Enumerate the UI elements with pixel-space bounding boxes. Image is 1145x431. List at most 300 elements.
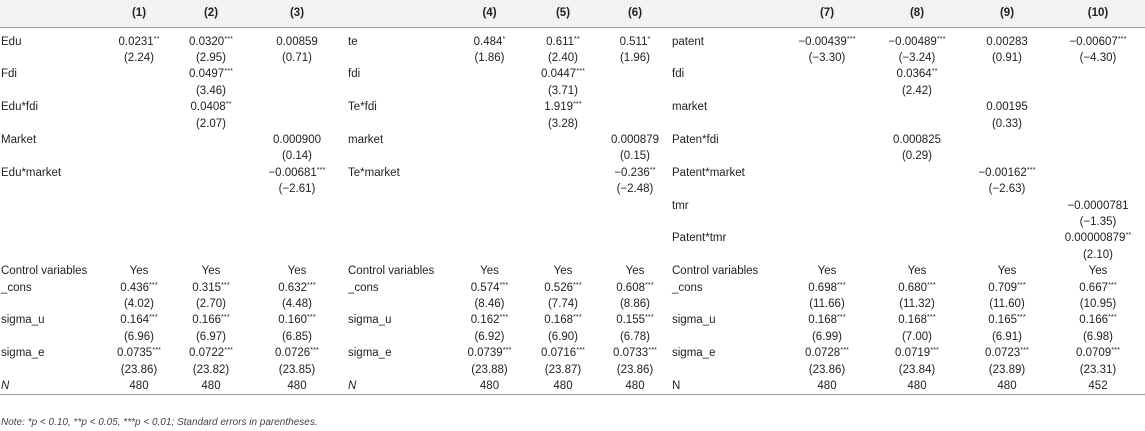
coefficient bbox=[527, 99, 599, 115]
coefficient bbox=[247, 345, 347, 361]
coefficient-cell bbox=[527, 230, 599, 263]
coefficient bbox=[599, 345, 671, 361]
table-row bbox=[0, 132, 1145, 165]
coefficient-value: 0.436 bbox=[120, 281, 149, 294]
coefficient-cell bbox=[527, 34, 599, 67]
coefficient-value: 0.00283 bbox=[986, 35, 1028, 48]
standard-error: (2.42) bbox=[901, 84, 933, 97]
coefficient bbox=[599, 34, 671, 50]
coefficient-cell bbox=[871, 230, 963, 263]
coefficient-value: 0.165 bbox=[988, 314, 1017, 327]
standard-error: (−2.61) bbox=[278, 183, 316, 196]
coefficient-cell bbox=[783, 280, 871, 313]
coefficient bbox=[247, 34, 347, 50]
standard-error: (2.95) bbox=[195, 51, 227, 64]
significance-stars: *** bbox=[930, 345, 939, 355]
coefficient-cell bbox=[247, 230, 347, 263]
coefficient-value: 0.000825 bbox=[893, 133, 941, 146]
value-cell: 480 bbox=[599, 378, 671, 395]
value-cell: 480 bbox=[963, 378, 1051, 395]
coefficient-cell bbox=[103, 230, 175, 263]
coefficient-value: 0.0728 bbox=[805, 347, 841, 360]
significance-stars: ** bbox=[931, 66, 938, 76]
coefficient-value: 0.166 bbox=[192, 314, 221, 327]
coefficient bbox=[871, 345, 963, 361]
coefficient-cell bbox=[527, 165, 599, 198]
coefficient bbox=[871, 280, 963, 296]
coefficient-value: 0.484 bbox=[473, 35, 503, 48]
coefficient-cell bbox=[527, 132, 599, 165]
significance-stars: *** bbox=[499, 279, 509, 289]
coefficient bbox=[1051, 345, 1145, 361]
coefficient-cell bbox=[963, 230, 1051, 263]
significance-stars: *** bbox=[645, 312, 654, 322]
standard-error: (11.32) bbox=[899, 298, 935, 310]
significance-stars: *** bbox=[1108, 312, 1117, 322]
standard-error: (0.29) bbox=[901, 150, 933, 163]
coefficient bbox=[527, 34, 599, 50]
coefficient-cell bbox=[247, 66, 347, 99]
coefficient bbox=[963, 312, 1051, 328]
coefficient-cell bbox=[103, 280, 175, 313]
table-note: Note: *p < 0.10, **p < 0.05, ***p < 0.01; Standard errors in parentheses. bbox=[1, 417, 318, 428]
value-cell: Yes bbox=[1088, 265, 1108, 278]
coefficient-cell bbox=[247, 345, 347, 378]
significance-stars: *** bbox=[1017, 279, 1026, 289]
significance-stars: *** bbox=[1108, 279, 1117, 289]
standard-error: (6.92) bbox=[474, 330, 505, 343]
coefficient-cell bbox=[1051, 165, 1145, 198]
coefficient-cell bbox=[871, 280, 963, 313]
value-cell: Yes bbox=[201, 265, 221, 278]
standard-error: (0.15) bbox=[619, 150, 651, 163]
significance-stars: *** bbox=[310, 345, 319, 355]
value-cell: Yes bbox=[997, 265, 1017, 278]
coefficient-value: −0.00607 bbox=[1069, 35, 1118, 48]
row-label: N bbox=[347, 378, 452, 395]
row-label: sigma_e bbox=[1, 347, 45, 360]
coefficient bbox=[175, 345, 247, 361]
standard-error: (6.98) bbox=[1082, 330, 1114, 343]
significance-stars: *** bbox=[936, 33, 946, 43]
coefficient bbox=[783, 312, 871, 328]
coefficient-cell bbox=[527, 198, 599, 231]
coefficient-value: 0.0733 bbox=[613, 347, 649, 360]
standard-error: (2.40) bbox=[547, 51, 579, 64]
coefficient bbox=[1051, 312, 1145, 328]
row-label: fdi bbox=[348, 68, 361, 81]
coefficient bbox=[963, 345, 1051, 361]
coefficient-cell bbox=[1051, 198, 1145, 231]
column-header: (7) bbox=[783, 0, 871, 27]
row-label: Paten*fdi bbox=[672, 133, 719, 146]
coefficient-value: 0.608 bbox=[616, 281, 645, 294]
coefficient-value: 0.155 bbox=[616, 314, 645, 327]
value-cell: 480 bbox=[247, 378, 347, 395]
coefficient-cell bbox=[103, 312, 175, 345]
coefficient bbox=[783, 345, 871, 361]
coefficient-cell bbox=[103, 165, 175, 198]
standard-error: (−2.48) bbox=[616, 183, 654, 196]
row-label bbox=[0, 198, 103, 231]
coefficient-value: 0.168 bbox=[544, 314, 573, 327]
coefficient-value: 0.511 bbox=[619, 35, 648, 48]
coefficient-cell bbox=[871, 99, 963, 132]
coefficient bbox=[527, 66, 599, 82]
coefficient-value: 0.680 bbox=[898, 281, 927, 294]
table-row bbox=[0, 345, 1145, 378]
standard-error: (0.14) bbox=[281, 150, 313, 163]
standard-error: (6.97) bbox=[195, 330, 227, 343]
value-cell: 480 bbox=[452, 378, 527, 395]
coefficient-value: 0.315 bbox=[192, 281, 221, 294]
standard-error: (23.86) bbox=[616, 363, 654, 376]
significance-stars: *** bbox=[224, 66, 233, 76]
standard-error: (23.82) bbox=[192, 363, 230, 376]
coefficient-cell bbox=[963, 345, 1051, 378]
row-label: Control variables bbox=[672, 265, 759, 278]
standard-error: (4.02) bbox=[123, 298, 155, 310]
coefficient-value: −0.236 bbox=[614, 166, 650, 179]
column-header: (6) bbox=[599, 0, 671, 27]
coefficient bbox=[103, 345, 175, 361]
standard-error: (3.46) bbox=[195, 84, 227, 97]
coefficient-cell bbox=[783, 34, 871, 67]
coefficient-cell bbox=[452, 132, 527, 165]
column-header: (9) bbox=[963, 0, 1051, 27]
value-cell: Yes bbox=[129, 265, 149, 278]
coefficient-cell bbox=[175, 165, 247, 198]
coefficient bbox=[1051, 280, 1145, 296]
coefficient bbox=[247, 165, 347, 181]
coefficient bbox=[175, 99, 247, 115]
row-label: Edu*fdi bbox=[1, 101, 39, 114]
coefficient-value: 0.168 bbox=[898, 314, 927, 327]
coefficient-cell bbox=[963, 312, 1051, 345]
significance-stars: *** bbox=[573, 312, 582, 322]
coefficient-value: 0.0709 bbox=[1076, 347, 1112, 360]
coefficient-cell bbox=[175, 345, 247, 378]
coefficient-cell bbox=[247, 165, 347, 198]
coefficient-value: 0.168 bbox=[808, 314, 837, 327]
table-row bbox=[0, 280, 1145, 313]
table-row bbox=[0, 312, 1145, 345]
significance-stars: * bbox=[647, 33, 651, 43]
row-label bbox=[0, 230, 103, 263]
coefficient-value: 0.160 bbox=[278, 314, 307, 327]
coefficient-cell bbox=[175, 280, 247, 313]
coefficient bbox=[527, 312, 599, 328]
coefficient-cell bbox=[871, 198, 963, 231]
significance-stars: *** bbox=[927, 312, 936, 322]
standard-error: (23.88) bbox=[471, 363, 508, 376]
coefficient bbox=[103, 312, 175, 328]
significance-stars: *** bbox=[576, 66, 585, 76]
coefficient-cell bbox=[599, 198, 671, 231]
coefficient-value: 0.0231 bbox=[118, 35, 154, 48]
row-label: patent bbox=[672, 35, 704, 48]
value-cell: Yes bbox=[553, 265, 573, 278]
coefficient-cell bbox=[963, 132, 1051, 165]
coefficient bbox=[963, 34, 1051, 50]
standard-error: (6.78) bbox=[619, 330, 651, 343]
coefficient bbox=[175, 280, 247, 296]
value-cell: Yes bbox=[907, 265, 927, 278]
standard-error: (−2.63) bbox=[988, 183, 1026, 196]
coefficient bbox=[599, 280, 671, 296]
coefficient bbox=[963, 165, 1051, 181]
coefficient bbox=[452, 312, 527, 328]
coefficient-value: 0.0726 bbox=[275, 347, 311, 360]
coefficient bbox=[871, 34, 963, 50]
coefficient-value: 0.0719 bbox=[895, 347, 931, 360]
coefficient bbox=[247, 312, 347, 328]
row-label: Patent*market bbox=[672, 166, 745, 179]
table-row bbox=[0, 263, 1145, 279]
coefficient bbox=[175, 66, 247, 82]
significance-stars: *** bbox=[927, 279, 936, 289]
coefficient-cell bbox=[871, 34, 963, 67]
significance-stars: *** bbox=[152, 345, 161, 355]
coefficient-cell bbox=[452, 66, 527, 99]
row-label bbox=[347, 230, 452, 263]
standard-error: (23.89) bbox=[988, 363, 1026, 376]
coefficient bbox=[527, 280, 599, 296]
column-header: (4) bbox=[452, 0, 527, 27]
coefficient-cell bbox=[783, 99, 871, 132]
standard-error: (4.48) bbox=[281, 298, 313, 310]
significance-stars: ** bbox=[574, 33, 580, 43]
coefficient-cell bbox=[175, 132, 247, 165]
coefficient-value: −0.00681 bbox=[268, 166, 317, 179]
significance-stars: ** bbox=[225, 99, 232, 109]
coefficient bbox=[963, 280, 1051, 296]
coefficient-value: 0.162 bbox=[470, 314, 500, 327]
standard-error: (7.74) bbox=[547, 298, 579, 310]
coefficient bbox=[871, 66, 963, 82]
standard-error: (11.60) bbox=[989, 298, 1025, 310]
coefficient-cell bbox=[103, 99, 175, 132]
coefficient-cell bbox=[1051, 230, 1145, 263]
coefficient-cell bbox=[103, 345, 175, 378]
row-label: Patent*tmr bbox=[672, 232, 727, 245]
standard-error: (2.10) bbox=[1082, 248, 1114, 261]
row-label bbox=[347, 198, 452, 231]
coefficient bbox=[783, 280, 871, 296]
table-row bbox=[0, 230, 1145, 263]
row-label: Control variables bbox=[1, 265, 88, 278]
coefficient-cell bbox=[783, 66, 871, 99]
standard-error: (7.00) bbox=[901, 330, 933, 343]
significance-stars: * bbox=[502, 33, 506, 43]
standard-error: (1.96) bbox=[619, 51, 651, 64]
coefficient-cell bbox=[599, 345, 671, 378]
coefficient-cell bbox=[783, 165, 871, 198]
coefficient-value: 0.611 bbox=[546, 35, 575, 48]
coefficient bbox=[871, 132, 963, 148]
row-label: sigma_e bbox=[348, 347, 392, 360]
coefficient-cell bbox=[175, 34, 247, 67]
coefficient-cell bbox=[452, 312, 527, 345]
coefficient bbox=[1051, 34, 1145, 50]
coefficient-cell bbox=[963, 66, 1051, 99]
coefficient-cell bbox=[103, 34, 175, 67]
coefficient-cell bbox=[963, 99, 1051, 132]
coefficient-value: 0.00000879 bbox=[1064, 232, 1126, 245]
significance-stars: *** bbox=[1026, 164, 1036, 174]
standard-error: (6.99) bbox=[811, 330, 843, 343]
coefficient-cell bbox=[963, 165, 1051, 198]
row-label: Market bbox=[1, 133, 37, 146]
coefficient-cell bbox=[1051, 132, 1145, 165]
row-label: Te*fdi bbox=[348, 101, 377, 114]
significance-stars: ** bbox=[649, 164, 656, 174]
coefficient-value: 0.709 bbox=[988, 281, 1017, 294]
significance-stars: *** bbox=[307, 279, 316, 289]
coefficient-cell bbox=[1051, 312, 1145, 345]
table-row bbox=[0, 378, 1145, 395]
standard-error: (6.91) bbox=[991, 330, 1023, 343]
coefficient-value: 0.0408 bbox=[190, 101, 226, 114]
coefficient-cell bbox=[599, 132, 671, 165]
significance-stars: *** bbox=[573, 99, 582, 109]
coefficient-cell bbox=[175, 198, 247, 231]
significance-stars: *** bbox=[1017, 312, 1026, 322]
row-label: sigma_u bbox=[1, 314, 45, 327]
coefficient bbox=[599, 132, 671, 148]
coefficient bbox=[175, 34, 247, 50]
value-cell: Yes bbox=[480, 265, 499, 278]
coefficient bbox=[527, 345, 599, 361]
coefficient-cell bbox=[527, 99, 599, 132]
coefficient-value: −0.00489 bbox=[888, 35, 937, 48]
significance-stars: *** bbox=[224, 345, 233, 355]
standard-error: (23.86) bbox=[120, 363, 158, 376]
coefficient-cell bbox=[452, 198, 527, 231]
coefficient-value: 0.0364 bbox=[896, 68, 932, 81]
coefficient-cell bbox=[452, 99, 527, 132]
value-cell: 452 bbox=[1051, 378, 1145, 395]
coefficient bbox=[452, 280, 527, 296]
coefficient-cell bbox=[247, 99, 347, 132]
standard-error: (23.31) bbox=[1079, 363, 1117, 376]
standard-error: (6.90) bbox=[547, 330, 579, 343]
value-cell: Yes bbox=[817, 265, 837, 278]
coefficient-cell bbox=[1051, 99, 1145, 132]
standard-error: (0.71) bbox=[281, 51, 313, 64]
table-header bbox=[0, 0, 1145, 27]
standard-error: (2.24) bbox=[123, 51, 155, 64]
row-label: fdi bbox=[672, 68, 685, 81]
table-row bbox=[0, 165, 1145, 198]
significance-stars: *** bbox=[224, 33, 233, 43]
significance-stars: *** bbox=[499, 312, 509, 322]
value-cell: 480 bbox=[871, 378, 963, 395]
significance-stars: *** bbox=[1020, 345, 1029, 355]
coefficient-cell bbox=[527, 280, 599, 313]
significance-stars: *** bbox=[149, 279, 158, 289]
value-cell: Yes bbox=[625, 265, 645, 278]
significance-stars: *** bbox=[837, 312, 846, 322]
row-label: sigma_u bbox=[348, 314, 392, 327]
coefficient-cell bbox=[599, 165, 671, 198]
significance-stars: *** bbox=[846, 33, 856, 43]
coefficient bbox=[103, 34, 175, 50]
coefficient-cell bbox=[871, 312, 963, 345]
standard-error: (6.85) bbox=[281, 330, 313, 343]
coefficient bbox=[963, 99, 1051, 115]
significance-stars: *** bbox=[316, 164, 326, 174]
standard-error: (−3.24) bbox=[898, 51, 936, 64]
coefficient-cell bbox=[783, 198, 871, 231]
significance-stars: *** bbox=[576, 345, 585, 355]
standard-error: (23.86) bbox=[808, 363, 846, 376]
standard-error: (−3.30) bbox=[808, 51, 846, 64]
column-header: (3) bbox=[247, 0, 347, 27]
coefficient-value: 0.0320 bbox=[189, 35, 225, 48]
standard-error: (1.86) bbox=[474, 51, 505, 64]
standard-error: (23.84) bbox=[898, 363, 936, 376]
row-label: Edu*market bbox=[1, 166, 62, 179]
coefficient-cell bbox=[247, 312, 347, 345]
standard-error: (−1.35) bbox=[1079, 215, 1117, 228]
coefficient-cell bbox=[871, 132, 963, 165]
coefficient bbox=[452, 34, 527, 50]
standard-error: (−4.30) bbox=[1079, 51, 1117, 64]
coefficient bbox=[599, 165, 671, 181]
significance-stars: *** bbox=[502, 345, 512, 355]
row-label: te bbox=[348, 35, 358, 48]
coefficient-value: 0.0716 bbox=[541, 347, 577, 360]
coefficient-cell bbox=[783, 345, 871, 378]
row-label: market bbox=[672, 101, 708, 114]
coefficient-cell bbox=[871, 165, 963, 198]
coefficient-cell bbox=[247, 198, 347, 231]
significance-stars: *** bbox=[149, 312, 158, 322]
coefficient-value: −0.00439 bbox=[798, 35, 847, 48]
coefficient-cell bbox=[452, 230, 527, 263]
significance-stars: *** bbox=[645, 279, 654, 289]
standard-error: (3.71) bbox=[547, 84, 579, 97]
standard-error: (2.70) bbox=[195, 298, 227, 310]
standard-error: (0.33) bbox=[991, 117, 1023, 130]
column-header: (1) bbox=[103, 0, 175, 27]
coefficient-cell bbox=[527, 312, 599, 345]
coefficient-cell bbox=[963, 198, 1051, 231]
coefficient bbox=[452, 345, 527, 361]
coefficient-cell bbox=[1051, 280, 1145, 313]
coefficient-cell bbox=[599, 280, 671, 313]
column-header: (8) bbox=[871, 0, 963, 27]
coefficient-cell bbox=[103, 198, 175, 231]
coefficient-cell bbox=[247, 34, 347, 67]
coefficient-value: 0.0722 bbox=[189, 347, 225, 360]
table-row bbox=[0, 34, 1145, 67]
significance-stars: *** bbox=[221, 279, 230, 289]
significance-stars: *** bbox=[1111, 345, 1120, 355]
coefficient-value: 0.667 bbox=[1079, 281, 1108, 294]
standard-error: (3.28) bbox=[547, 117, 579, 130]
table-row bbox=[0, 66, 1145, 99]
coefficient-value: 0.526 bbox=[544, 281, 573, 294]
row-label: Edu bbox=[1, 35, 22, 48]
coefficient-cell bbox=[599, 66, 671, 99]
coefficient-cell bbox=[103, 66, 175, 99]
row-label: Control variables bbox=[348, 265, 435, 278]
coefficient-cell bbox=[175, 99, 247, 132]
coefficient-cell bbox=[527, 66, 599, 99]
coefficient-value: 0.0447 bbox=[541, 68, 577, 81]
